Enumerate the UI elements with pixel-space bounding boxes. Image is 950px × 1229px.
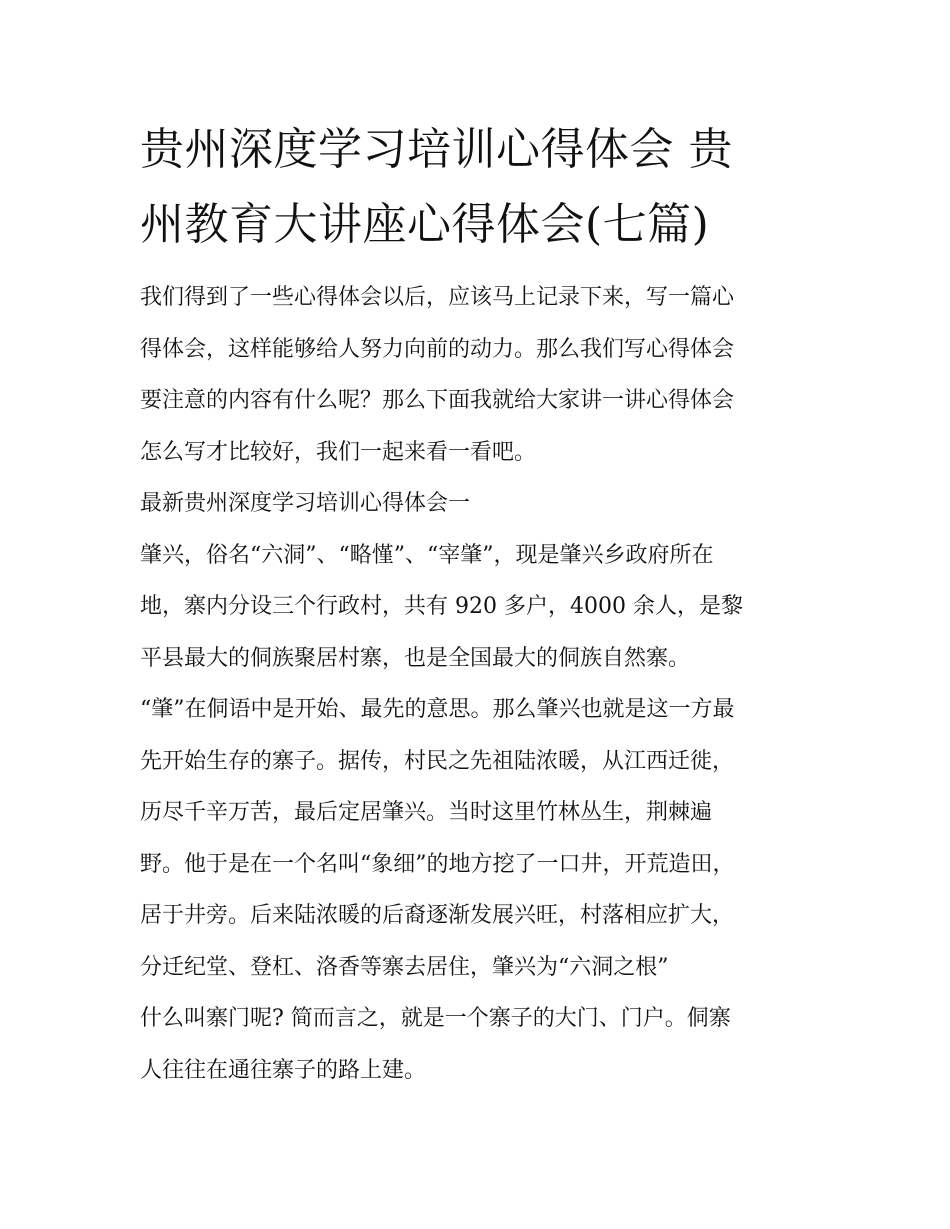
text-line: 平县最大的侗族聚居村寨，也是全国最大的侗族自然寨。	[140, 645, 691, 671]
text-line: 历尽千辛万苦，最后定居肇兴。当时这里竹林丛生，荆棘遍	[140, 800, 713, 825]
text-line: 我们得到了一些心得体会以后，应该马上记录下来，写一篇心	[140, 285, 735, 310]
paragraph-village-gate	[140, 993, 820, 1096]
intro-paragraph	[140, 272, 820, 478]
text-line: 怎么写才比较好，我们一起来看一看吧。	[140, 439, 537, 465]
paragraph-zhaoxing-name	[140, 530, 820, 685]
document-title	[140, 112, 820, 262]
title-line: 贵州深度学习培训心得体会 贵	[140, 124, 733, 175]
text-line: “肇”在侗语中是开始、最先的意思。那么肇兴也就是这一方最	[140, 697, 735, 722]
text-line: 分迁纪堂、登杠、洛香等寨去居住，肇兴为“六洞之根”	[140, 954, 669, 980]
section-heading-text: 最新贵州深度学习培训心得体会一	[140, 491, 471, 516]
text-line: 得体会，这样能够给人努力向前的动力。那么我们写心得体会	[140, 336, 735, 362]
text-line: 要注意的内容有什么呢？那么下面我就给大家讲一讲心得体会	[140, 388, 735, 413]
text-line: 什么叫寨门呢? 简而言之，就是一个寨子的大门、门户。侗寨	[140, 1006, 731, 1031]
text-line: 居于井旁。后来陆浓暖的后裔逐渐发展兴旺，村落相应扩大，	[140, 903, 735, 928]
paragraph-zhaoxing-origin	[140, 684, 820, 993]
section-heading	[140, 478, 820, 530]
text-line: 地，寨内分设三个行政村，共有 920 多户，4000 余人，是黎	[140, 594, 743, 619]
title-line: 州教育大讲座心得体会(七篇)	[140, 199, 710, 250]
document-body	[140, 112, 820, 1096]
text-line: 野。他于是在一个名叫“象细”的地方挖了一口井，开荒造田，	[140, 851, 735, 877]
text-line: 肇兴，俗名“六洞”、“略慬”、“宰肇”，现是肇兴乡政府所在	[140, 542, 714, 568]
text-line: 先开始生存的寨子。据传，村民之先祖陆浓暖，从江西迁徙，	[140, 748, 735, 774]
text-line: 人往往在通往寨子的路上建。	[140, 1057, 427, 1083]
